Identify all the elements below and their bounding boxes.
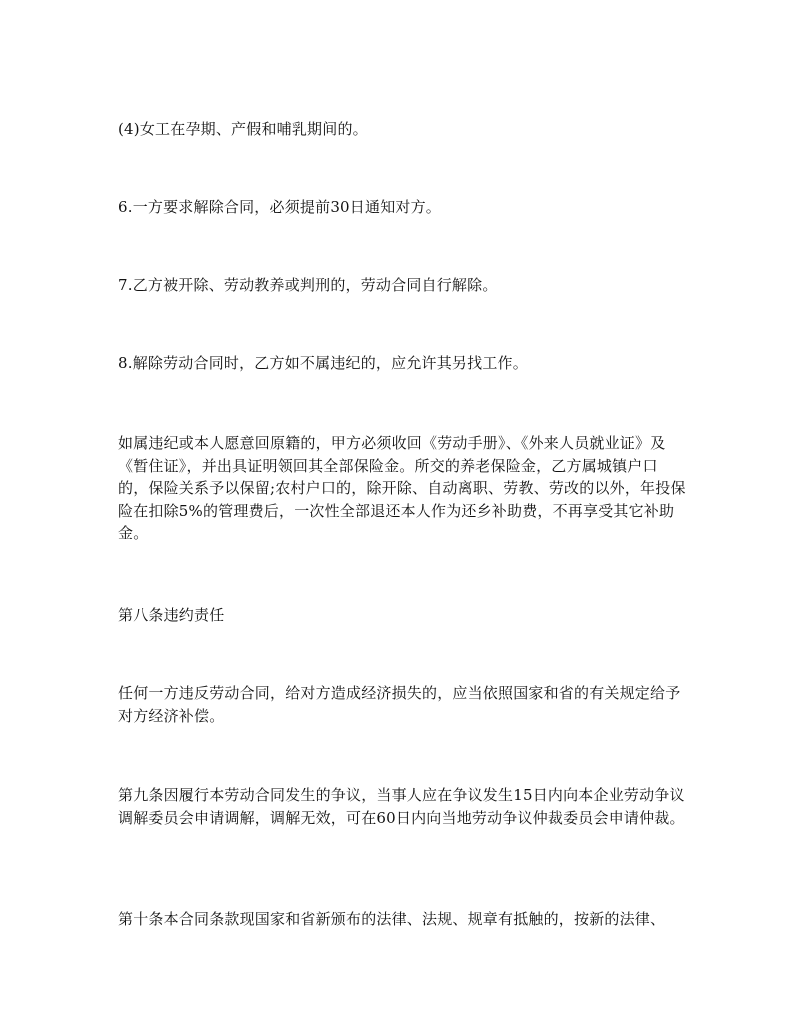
section-heading-article-8: 第八条违约责任 xyxy=(118,606,225,624)
paragraph-article-9-disputes: 第九条因履行本劳动合同发生的争议，当事人应在争议发生15日内向本企业劳动争议调解委员会申请调解，调解无效，可在60日内向当地劳动争议仲裁委员会申请仲裁。 xyxy=(118,786,685,827)
paragraph-clause-8-find-work: 8.解除劳动合同时，乙方如不属违纪的，应允许其另找工作。 xyxy=(118,354,528,372)
paragraph-clause-7-termination: 7.乙方被开除、劳动教养或判刑的，劳动合同自行解除。 xyxy=(118,276,498,294)
paragraph-breach-compensation: 任何一方违反劳动合同，给对方造成经济损失的，应当依照国家和省的有关规定给予对方经济补偿。 xyxy=(118,684,681,725)
paragraph-article-10-conflict: 第十条本合同条款现国家和省新颁布的法律、法规、规章有抵触的，按新的法律、 xyxy=(118,910,666,928)
paragraph-clause-6-notice: 6.一方要求解除合同，必须提前30日通知对方。 xyxy=(118,198,442,216)
paragraph-insurance-refund: 如属违纪或本人愿意回原籍的，甲方必须收回《劳动手册》、《外来人员就业证》及《暂住证》，并出具证明领回其全部保险金。所交的养老保险金，乙方属城镇户口的，保险关系予以保留;农村户口的，除开除、自动离职、劳教、劳改的以外，年投保险在扣除5%的管理费后，一次性全部退还本人作为还乡补助费，不再享受其它补助金。 xyxy=(118,434,686,542)
paragraph-clause-4-female-workers: (4)女工在孕期、产假和哺乳期间的。 xyxy=(118,120,368,138)
